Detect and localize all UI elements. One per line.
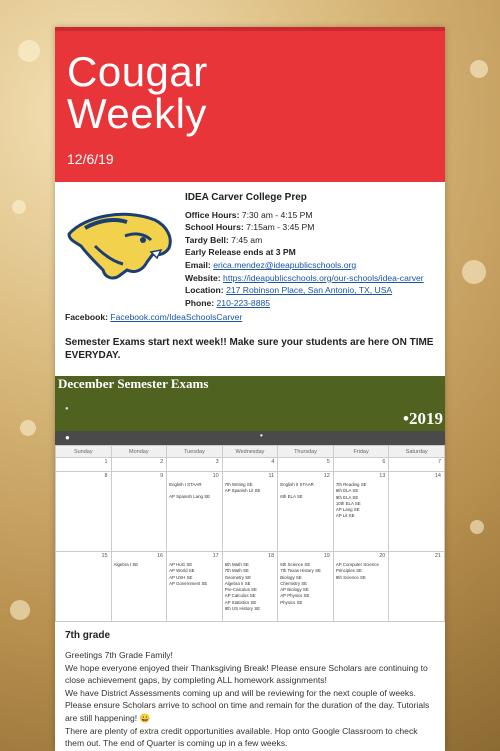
calendar-day-cell[interactable] — [167, 458, 223, 472]
calendar-toolbar — [55, 431, 445, 445]
calendar-day-cell[interactable] — [389, 458, 445, 472]
bokeh-light — [470, 520, 484, 534]
calendar-week-row — [56, 458, 445, 472]
calendar-event: AP Lang SE — [335, 507, 360, 513]
facebook-link[interactable]: Facebook.com/IdeaSchoolsCarver — [110, 312, 243, 322]
calendar-event: 6th Science SE — [280, 562, 311, 567]
calendar-day-cell[interactable] — [389, 472, 445, 552]
newsletter-card — [55, 27, 445, 751]
weekday-header: Thursday — [278, 446, 334, 458]
calendar-day-cell[interactable] — [56, 458, 112, 472]
calendar-event: Algebra II SE — [224, 580, 251, 586]
calendar-event: AP Lit SE — [335, 513, 355, 519]
calendar-event: 7th Texas History SE — [280, 568, 321, 574]
newsletter-date: 12/6/19 — [67, 151, 114, 167]
email-line — [185, 259, 424, 272]
day-number: 20 — [379, 553, 386, 559]
calendar-event: 7th Math SE — [224, 568, 249, 574]
calendar-event: English I STAAR — [169, 482, 202, 487]
calendar-day-cell[interactable] — [167, 552, 223, 622]
calendar-event: AP Spanish Lit SE — [224, 488, 261, 494]
day-number: 5 — [326, 459, 330, 465]
phone-link[interactable]: 210-223-8885 — [216, 297, 271, 308]
facebook-line — [65, 312, 242, 322]
weekday-header: Wednesday — [222, 446, 278, 458]
calendar-event: AP HuG SE — [169, 562, 193, 567]
office-hours-line — [185, 209, 424, 222]
day-number: 6 — [382, 459, 386, 465]
weekday-header: Monday — [111, 446, 167, 458]
day-number: 11 — [268, 473, 275, 479]
day-number: 18 — [268, 553, 275, 559]
school-info-section — [55, 182, 445, 332]
website-line — [185, 272, 424, 285]
weekday-header: Tuesday — [167, 446, 223, 458]
tardy-bell-line — [185, 234, 424, 247]
grade-paragraph-2: We hope everyone enjoyed their Thanksgiving Break! Please ensure Scholars are continuing to close achievement gaps, by completing ALL homework assignments! — [65, 662, 428, 686]
weekday-header-row — [56, 446, 445, 458]
calendar-event: Biology SE — [280, 574, 302, 580]
early-release-line — [185, 246, 424, 259]
day-number: 21 — [434, 553, 441, 559]
day-events — [280, 562, 331, 606]
tardy-bell-label: Tardy Bell: — [185, 234, 229, 245]
facebook-label: Facebook: — [65, 312, 108, 322]
calendar-event: 7th Writing SE — [224, 482, 253, 487]
office-hours-label: Office Hours: — [185, 209, 240, 220]
grade-paragraph-4: There are plenty of extra credit opportunities available. Hop onto Google Classroom to check them out. The end of Quarter is coming up in a few weeks. — [65, 725, 418, 749]
exam-announcement: Semester Exams start next week!! Make sure your students are here ON TIME EVERYDAY. — [65, 337, 434, 361]
email-label: Email: — [185, 259, 211, 270]
school-hours-label: School Hours: — [185, 222, 244, 233]
location-label: Location: — [185, 285, 224, 296]
calendar-day-cell[interactable] — [278, 472, 334, 552]
day-number: 1 — [104, 459, 108, 465]
day-number: 16 — [157, 553, 164, 559]
day-number: 15 — [101, 553, 108, 559]
calendar-event: AP World SE — [169, 568, 195, 574]
calendar-week-row — [56, 552, 445, 622]
newsletter-header — [55, 27, 445, 182]
day-events — [114, 562, 165, 568]
calendar-event: English II STAAR — [280, 482, 314, 487]
calendar-day-cell[interactable] — [222, 472, 278, 552]
calendar-event: AP Computer Science Principles SE — [335, 562, 379, 574]
calendar-event: Pre-Calculus SE — [224, 587, 257, 593]
calendar-year: •2019 — [403, 409, 443, 428]
calendar-event: 6th ELA SE — [280, 494, 303, 500]
day-events — [169, 482, 220, 501]
day-events — [225, 482, 276, 495]
website-link[interactable]: https://ideapublicschools.org/our-schools/idea-carver — [223, 272, 424, 283]
location-line — [185, 284, 424, 297]
office-hours-value: 7:30 am - 4:15 PM — [241, 209, 313, 220]
day-number: 14 — [434, 473, 441, 479]
calendar-day-cell[interactable] — [278, 458, 334, 472]
grade-section — [55, 622, 445, 750]
calendar-event: Physics SE — [280, 599, 303, 605]
school-name: IDEA Carver College Prep — [185, 192, 307, 203]
phone-label: Phone: — [185, 297, 215, 308]
school-hours-line — [185, 221, 424, 234]
calendar-day-cell[interactable] — [111, 472, 167, 552]
calendar-event: Geometry SE — [224, 574, 252, 580]
day-number: 9 — [160, 473, 164, 479]
calendar-event: AP Calculus SE — [224, 593, 256, 599]
calendar-grid — [55, 445, 445, 622]
calendar-day-cell[interactable] — [111, 458, 167, 472]
calendar-event: AP Statistics SE — [224, 599, 257, 605]
calendar-event: 8th US History SE — [224, 606, 261, 612]
day-events — [169, 562, 220, 587]
calendar-event: AP Government SE — [169, 580, 208, 586]
tardy-bell-value: 7:45 am — [231, 234, 263, 245]
day-number: 4 — [271, 459, 275, 465]
day-number: 19 — [323, 553, 330, 559]
calendar-day-cell[interactable] — [167, 472, 223, 552]
day-number: 17 — [212, 553, 219, 559]
day-number: 2 — [160, 459, 164, 465]
calendar-day-cell[interactable] — [333, 552, 389, 622]
day-number: 13 — [379, 473, 386, 479]
calendar-day-cell[interactable] — [333, 472, 389, 552]
weekday-header: Friday — [333, 446, 389, 458]
calendar-event: 6th Math SE — [224, 562, 249, 567]
calendar-event: AP Biology SE — [280, 587, 309, 593]
calendar-day-cell[interactable] — [389, 552, 445, 622]
grade-paragraph-3: We have District Assessments coming up and will be reviewing for the next couple of weeks. Please ensure Scholars arrive to school on time and remain for the duration of the day. Tutorials are still happening! 😀 — [65, 687, 430, 723]
calendar-event: 9th ELA SE — [335, 494, 359, 500]
bokeh-light — [10, 600, 30, 620]
website-label: Website: — [185, 272, 221, 283]
calendar-event: 8th Science SE — [335, 574, 366, 580]
bokeh-light — [470, 60, 488, 78]
day-events — [280, 482, 331, 501]
calendar-event: Chemistry SE — [280, 580, 308, 586]
calendar-event: AP Spanish Lang SE — [169, 494, 211, 500]
school-details — [185, 192, 424, 309]
bokeh-light — [20, 420, 36, 436]
calendar-event: AP Physics SE — [280, 593, 310, 599]
calendar-week-row — [56, 472, 445, 552]
calendar-event: 10th ELA SE — [335, 500, 361, 506]
email-link[interactable]: erica.mendez@ideapublicschools.org — [213, 259, 357, 270]
bokeh-light — [12, 200, 26, 214]
day-events — [225, 562, 276, 612]
calendar-event: 8th ELA SE — [335, 488, 359, 494]
early-release-text: Early Release ends at 3 PM — [185, 247, 296, 258]
newsletter-title — [67, 48, 267, 137]
day-events — [336, 482, 387, 520]
day-events — [336, 562, 387, 581]
calendar-day-cell[interactable] — [222, 552, 278, 622]
cougar-logo — [65, 206, 175, 286]
calendar-day-cell[interactable] — [111, 552, 167, 622]
calendar-event: AP USH SE — [169, 574, 193, 580]
bokeh-light — [462, 260, 486, 284]
calendar-event: Algebra I SE — [113, 562, 139, 567]
calendar-title: December Semester Exams — [58, 376, 209, 391]
day-number: 10 — [212, 473, 219, 479]
grade-heading: 7th grade — [65, 630, 111, 641]
calendar-day-cell[interactable] — [333, 458, 389, 472]
bokeh-light — [18, 40, 40, 62]
calendar-event: 7th Reading SE — [335, 482, 367, 487]
calendar-banner — [55, 376, 445, 431]
calendar-day-cell[interactable] — [278, 552, 334, 622]
bullet-icon: ● — [65, 406, 69, 412]
calendar-day-cell[interactable] — [56, 552, 112, 622]
grade-paragraph-1: Greetings 7th Grade Family! — [65, 650, 173, 660]
day-number: 12 — [323, 473, 330, 479]
school-hours-value: 7:15am - 3:45 PM — [246, 222, 315, 233]
day-number: 7 — [437, 459, 441, 465]
bullet-icon: • — [260, 431, 263, 440]
calendar-day-cell[interactable] — [222, 458, 278, 472]
title-text: Cougar Weekly — [67, 48, 208, 137]
phone-line — [185, 297, 424, 310]
day-number: 3 — [215, 459, 219, 465]
weekday-header: Sunday — [56, 446, 112, 458]
bullet-icon: ● — [65, 433, 70, 442]
day-number: 8 — [104, 473, 108, 479]
calendar-day-cell[interactable] — [56, 472, 112, 552]
weekday-header: Saturday — [389, 446, 445, 458]
location-link[interactable]: 217 Robinson Place, San Antonio, TX, USA — [226, 285, 393, 296]
